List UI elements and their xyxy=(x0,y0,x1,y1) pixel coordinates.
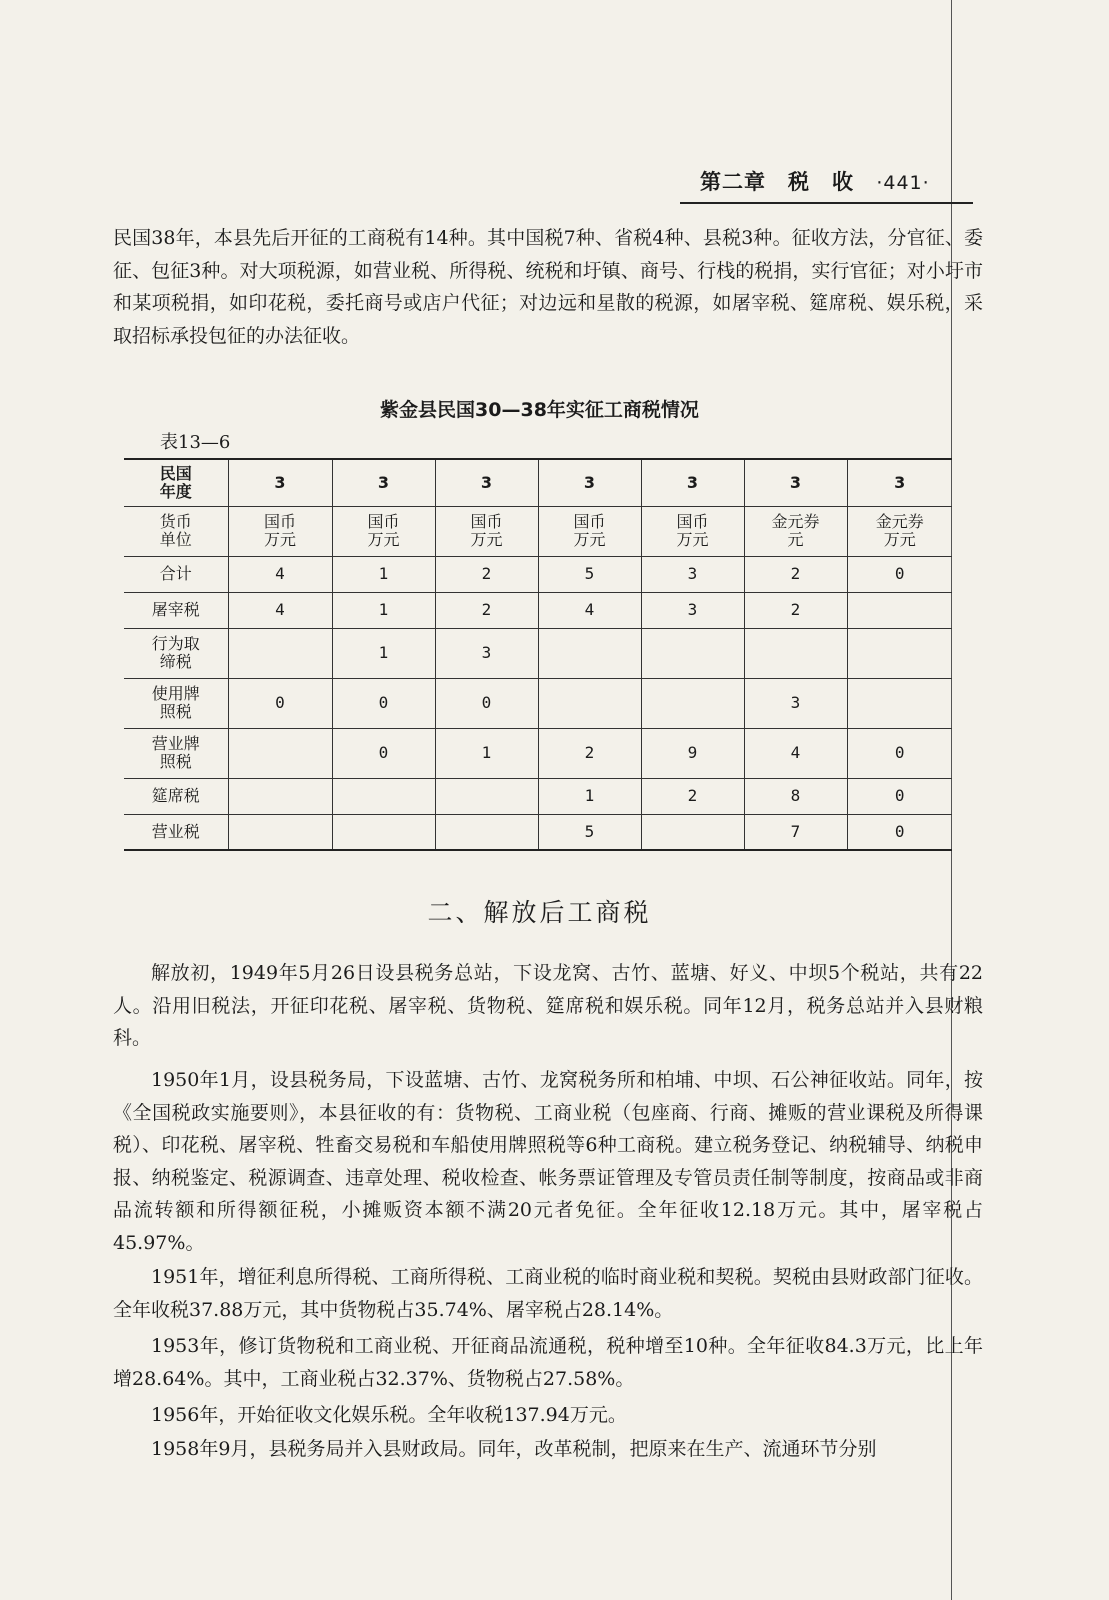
value-cell: 0 xyxy=(435,678,538,728)
value-cell: 1 xyxy=(332,592,435,628)
table-row xyxy=(124,628,952,678)
value-cell: 1 xyxy=(332,556,435,592)
value-cell xyxy=(228,814,332,850)
value-cell xyxy=(538,678,641,728)
value-cell: 0 xyxy=(847,556,952,592)
value-cell: 2 xyxy=(538,728,641,778)
running-head xyxy=(700,166,930,196)
page-number: ·441· xyxy=(876,172,930,194)
value-cell: 0 xyxy=(332,678,435,728)
value-cell xyxy=(847,678,952,728)
currency-cell: 国币 万元 xyxy=(641,506,744,556)
value-cell: 5 xyxy=(538,814,641,850)
value-cell: 3 xyxy=(435,628,538,678)
header-rule xyxy=(680,202,973,204)
value-cell: 1 xyxy=(435,728,538,778)
currency-cell: 金元券 元 xyxy=(744,506,847,556)
value-cell: 7 xyxy=(744,814,847,850)
table-row xyxy=(124,678,952,728)
value-cell: 0 xyxy=(847,728,952,778)
value-cell xyxy=(641,814,744,850)
value-cell: 8 xyxy=(744,778,847,814)
row-label: 行为取 缔税 xyxy=(124,628,228,678)
table-row xyxy=(124,506,952,556)
currency-label: 货币 单位 xyxy=(124,506,228,556)
value-cell xyxy=(744,628,847,678)
section-title: 二、解放后工商税 xyxy=(427,898,652,927)
row-label: 营业税 xyxy=(124,814,228,850)
table-title: 紫金县民国30—38年实征工商税情况 xyxy=(380,399,699,421)
currency-cell: 国币 万元 xyxy=(538,506,641,556)
value-cell xyxy=(435,814,538,850)
currency-cell: 国币 万元 xyxy=(435,506,538,556)
value-cell xyxy=(332,814,435,850)
paragraph-1950: 1950年1月，设县税务局，下设蓝塘、古竹、龙窝税务所和柏埔、中坝、石公神征收站。同年，按《全国税政实施要则》，本县征收的有：货物税、工商业税（包座商、行商、摊贩的营业课税及所得课税）、印花税、屠宰税、牲畜交易税和车船使用牌照税等6种工商税。建立税务登记、纳税辅导、纳税申报、纳税鉴定、税源调查、违章处理、税收检查、帐务票证管理及专管员责任制等制度，按商品或非商品流转额和所得额征税，小摊贩资本额不满20元者免征。全年征收12.18万元。其中，屠宰税占45.97%。 xyxy=(113,1069,983,1254)
value-cell: 2 xyxy=(744,556,847,592)
value-cell: 1 xyxy=(538,778,641,814)
table-row xyxy=(124,778,952,814)
table-number: 表13—6 xyxy=(160,432,231,453)
value-cell: 9 xyxy=(641,728,744,778)
value-cell: 4 xyxy=(228,556,332,592)
table-row xyxy=(124,814,952,850)
year-header: 3 xyxy=(538,459,641,506)
chapter-title: 第二章 税 收 xyxy=(700,170,854,194)
value-cell xyxy=(538,628,641,678)
value-cell: 3 xyxy=(641,592,744,628)
paragraph-1951: 1951年，增征利息所得税、工商所得税、工商业税的临时商业税和契税。契税由县财政部门征收。全年收税37.88万元，其中货物税占35.74%、屠宰税占28.14%。 xyxy=(113,1266,983,1321)
currency-cell: 国币 万元 xyxy=(228,506,332,556)
row-label: 筵席税 xyxy=(124,778,228,814)
value-cell: 5 xyxy=(538,556,641,592)
year-header: 3 xyxy=(744,459,847,506)
table-row xyxy=(124,556,952,592)
value-cell: 2 xyxy=(435,556,538,592)
value-cell xyxy=(847,628,952,678)
value-cell: 0 xyxy=(332,728,435,778)
value-cell: 0 xyxy=(228,678,332,728)
value-cell xyxy=(332,778,435,814)
year-header: 3 xyxy=(641,459,744,506)
value-cell: 2 xyxy=(744,592,847,628)
value-cell xyxy=(228,628,332,678)
row-label: 屠宰税 xyxy=(124,592,228,628)
value-cell: 3 xyxy=(744,678,847,728)
table-row xyxy=(124,459,952,506)
value-cell: 4 xyxy=(228,592,332,628)
intro-paragraph: 民国38年，本县先后开征的工商税有14种。其中国税7种、省税4种、县税3种。征收方法，分官征、委征、包征3种。对大项税源，如营业税、所得税、统税和圩镇、商号、行栈的税捐，实行官征；对小圩市和某项税捐，如印花税，委托商号或店户代征；对边远和星散的税源，如屠宰税、筵席税、娱乐税，采取招标承投包征的办法征收。 xyxy=(113,227,983,347)
value-cell: 0 xyxy=(847,814,952,850)
value-cell xyxy=(435,778,538,814)
year-header: 3 xyxy=(847,459,952,506)
paragraph-1953: 1953年，修订货物税和工商业税、开征商品流通税，税种增至10种。全年征收84.3万元，比上年增28.64%。其中，工商业税占32.37%、货物税占27.58%。 xyxy=(113,1335,983,1390)
value-cell: 2 xyxy=(435,592,538,628)
table-row xyxy=(124,592,952,628)
table-row xyxy=(124,728,952,778)
value-cell: 0 xyxy=(847,778,952,814)
value-cell: 1 xyxy=(332,628,435,678)
value-cell: 2 xyxy=(641,778,744,814)
value-cell xyxy=(228,728,332,778)
paragraph-1958: 1958年9月，县税务局并入县财政局。同年，改革税制，把原来在生产、流通环节分别 xyxy=(151,1438,877,1460)
value-cell xyxy=(228,778,332,814)
paragraph-1956: 1956年，开始征收文化娱乐税。全年收税137.94万元。 xyxy=(151,1404,627,1426)
currency-cell: 国币 万元 xyxy=(332,506,435,556)
value-cell: 3 xyxy=(641,556,744,592)
paragraph-1949: 解放初，1949年5月26日设县税务总站，下设龙窝、古竹、蓝塘、好义、中坝5个税站，共有22人。沿用旧税法，开征印花税、屠宰税、货物税、筵席税和娱乐税。同年12月，税务总站并入县财粮科。 xyxy=(113,962,983,1049)
value-cell: 4 xyxy=(744,728,847,778)
row-label: 合计 xyxy=(124,556,228,592)
value-cell xyxy=(847,592,952,628)
table-corner-label: 民国 年度 xyxy=(124,459,228,506)
year-header: 3 xyxy=(332,459,435,506)
value-cell: 4 xyxy=(538,592,641,628)
row-label: 使用牌 照税 xyxy=(124,678,228,728)
currency-cell: 金元券 万元 xyxy=(847,506,952,556)
year-header: 3 xyxy=(228,459,332,506)
row-label: 营业牌 照税 xyxy=(124,728,228,778)
tax-table xyxy=(124,458,952,851)
value-cell xyxy=(641,678,744,728)
value-cell xyxy=(641,628,744,678)
year-header: 3 xyxy=(435,459,538,506)
